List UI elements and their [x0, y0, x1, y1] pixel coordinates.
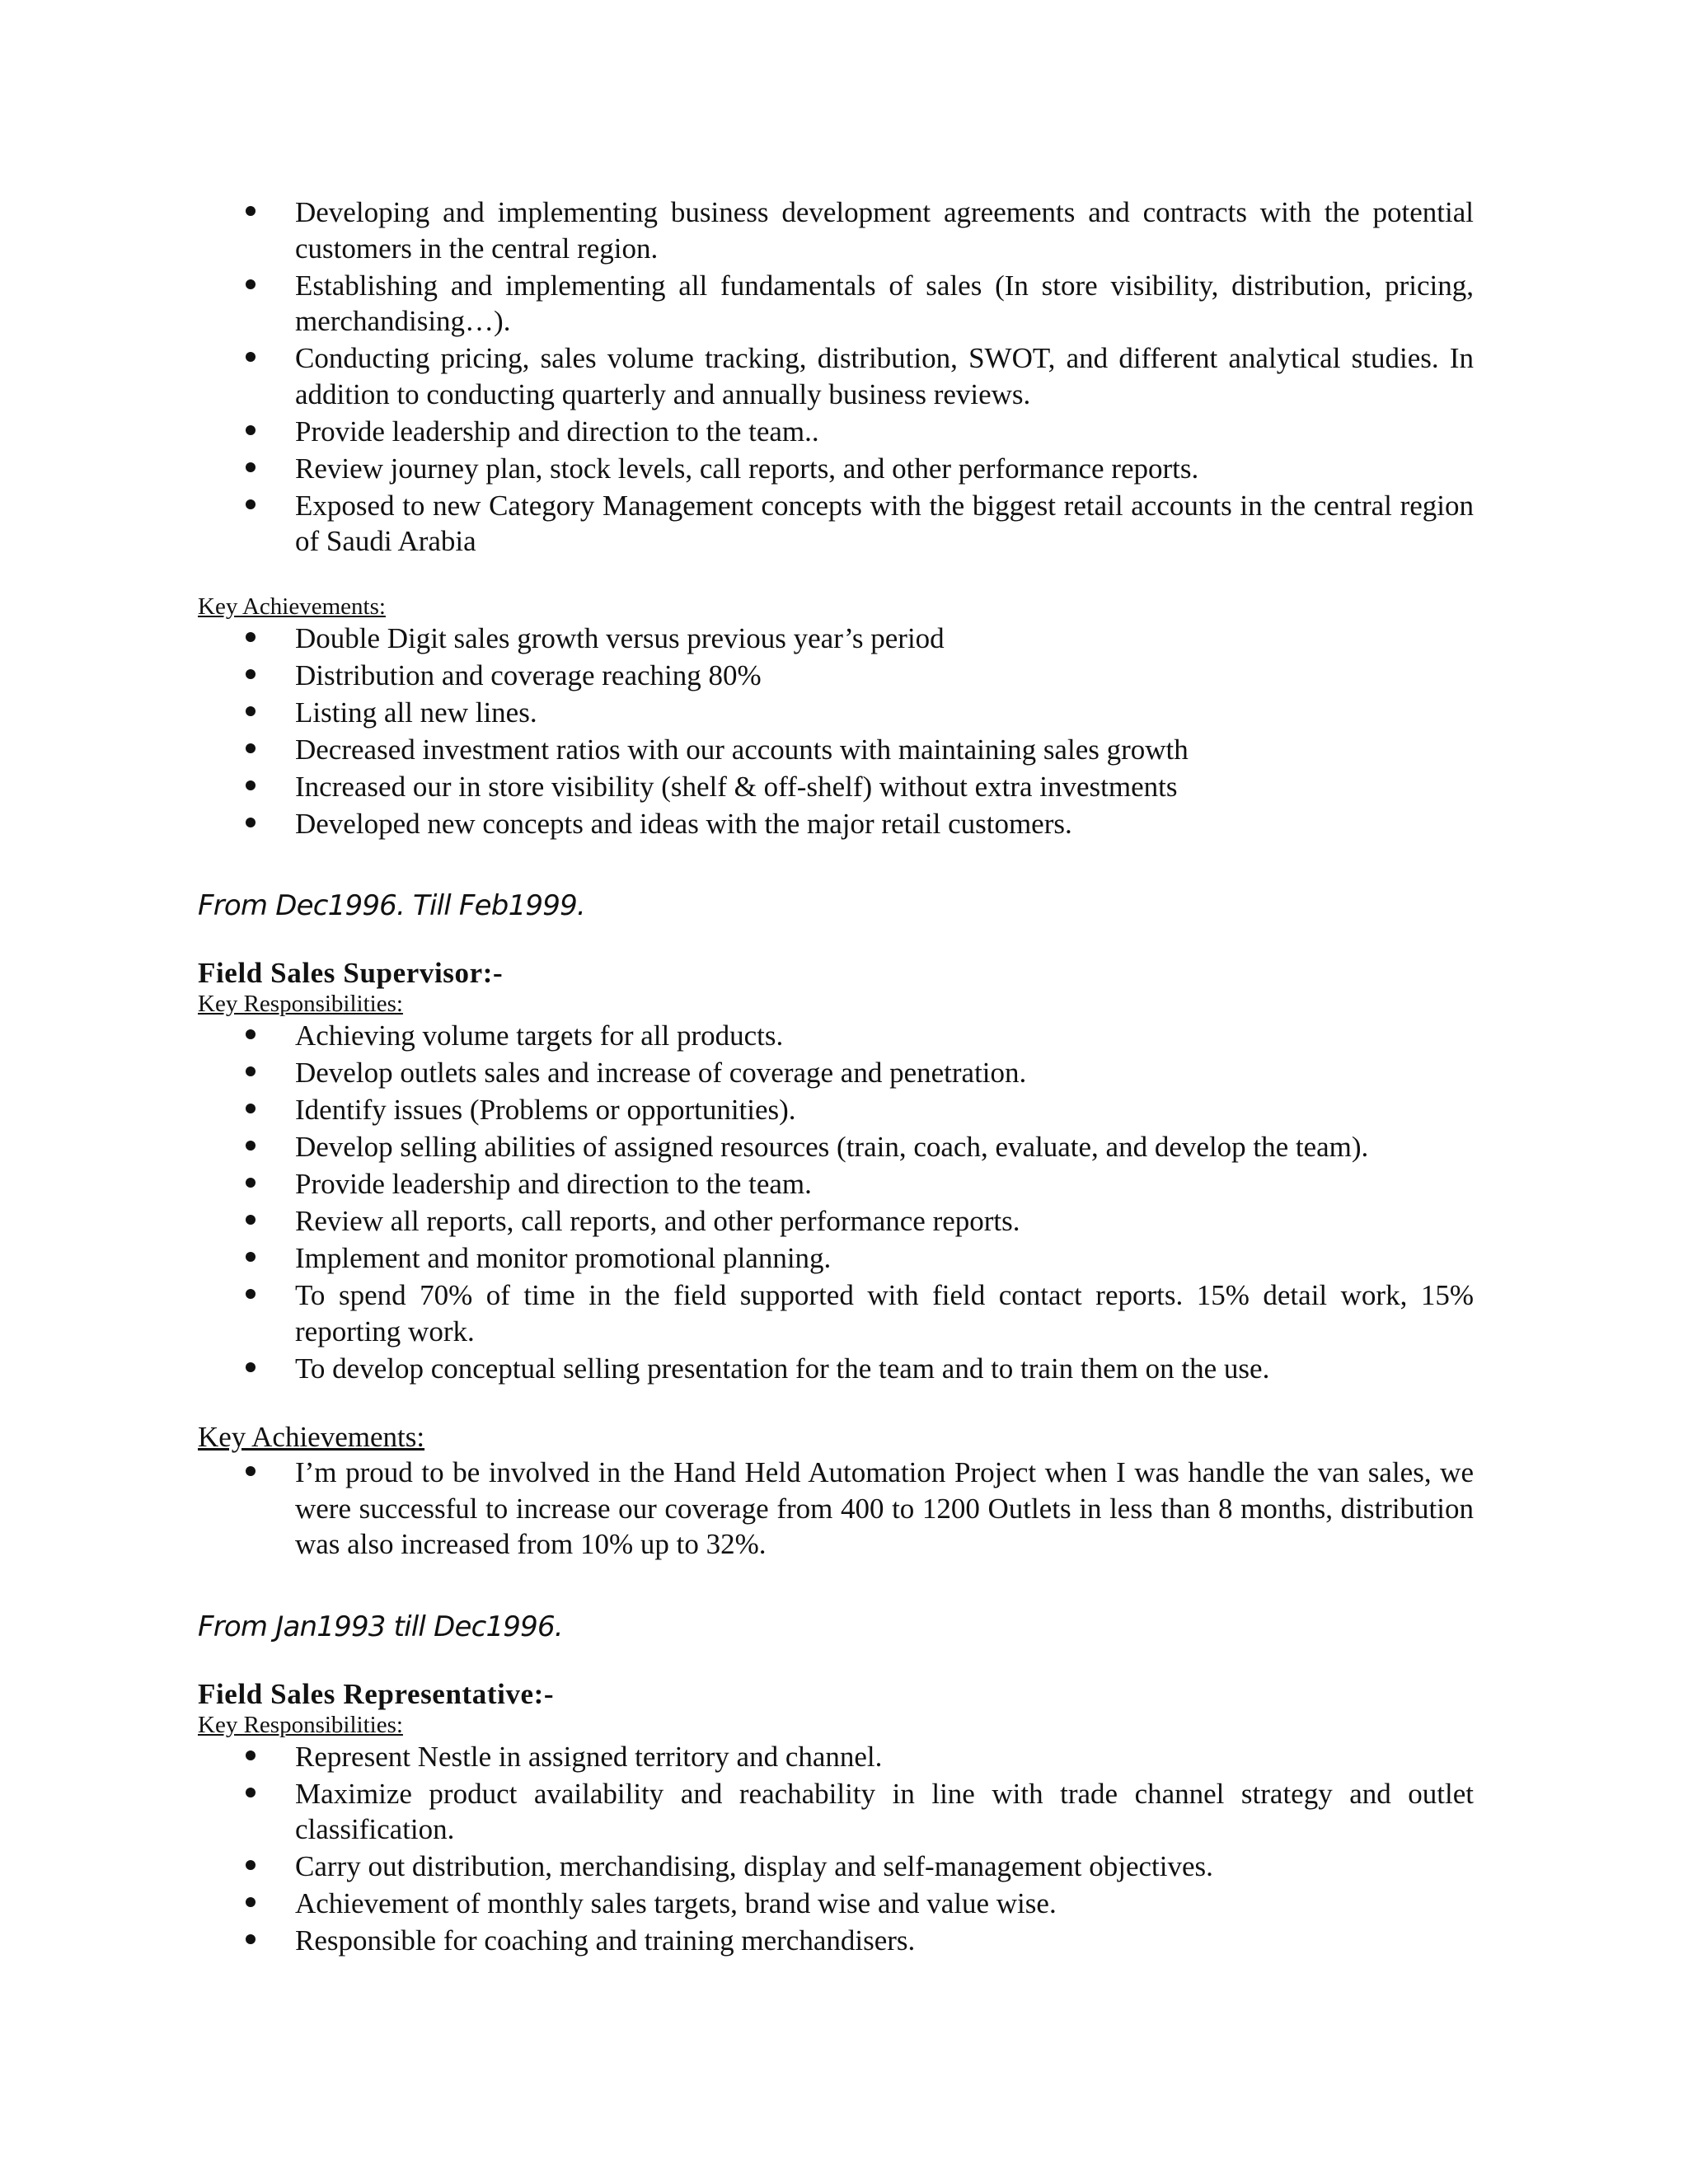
bullet-icon [246, 1141, 256, 1151]
list-item: Achievement of monthly sales targets, brand wise and value wise. [198, 1886, 1474, 1922]
bullet-icon [246, 1215, 256, 1225]
list-item: Review journey plan, stock levels, call reports, and other performance reports. [198, 451, 1474, 487]
list-item: To develop conceptual selling presentation for the team and to train them on the use. [198, 1351, 1474, 1387]
list-item: Responsible for coaching and training merchandisers. [198, 1923, 1474, 1959]
list-item: Establishing and implementing all fundamentals of sales (In store visibility, distribution, pricing, merchandising…). [198, 268, 1474, 340]
list-item: Double Digit sales growth versus previous year’s period [198, 621, 1474, 657]
list-item: Developed new concepts and ideas with the major retail customers. [198, 806, 1474, 842]
bullet-icon [246, 743, 256, 753]
list-item: Listing all new lines. [198, 695, 1474, 731]
responsibilities-list [198, 1018, 1474, 1386]
achievements-list [198, 621, 1474, 842]
list-item: Conducting pricing, sales volume tracking, distribution, SWOT, and different analytical studies. In addition to conducting quarterly and annually business reviews. [198, 340, 1474, 412]
achievements-list [198, 1455, 1474, 1563]
bullet-icon [246, 206, 256, 216]
bullet-icon [246, 279, 256, 289]
bullet-icon [246, 1466, 256, 1476]
bullet-icon [246, 706, 256, 716]
key-achievements-label: Key Achievements: [198, 593, 386, 620]
bullet-icon [246, 1897, 256, 1907]
bullet-icon [246, 1104, 256, 1113]
job-title: Field Sales Supervisor:- [198, 957, 504, 989]
bullet-icon [246, 1788, 256, 1797]
list-item: Distribution and coverage reaching 80% [198, 658, 1474, 694]
employment-period: From Dec1996. Till Feb1999. [198, 889, 585, 922]
page-content [198, 194, 1474, 1960]
bullet-icon [246, 1289, 256, 1299]
list-item: I’m proud to be involved in the Hand Held Automation Project when I was handle the van sales, we were successful to increase our coverage from 400 to 1200 Outlets in less than 8 months, distribution was also increased from 10% up to 32%. [198, 1455, 1474, 1563]
key-responsibilities-label: Key Responsibilities: [198, 991, 403, 1017]
bullet-icon [246, 462, 256, 472]
bullet-icon [246, 632, 256, 642]
list-item: Provide leadership and direction to the team. [198, 1166, 1474, 1202]
bullet-icon [246, 1934, 256, 1944]
list-item: To spend 70% of time in the field supported with field contact reports. 15% detail work, 15% reporting work. [198, 1277, 1474, 1349]
bullet-icon [246, 1362, 256, 1372]
list-item: Carry out distribution, merchandising, display and self-management objectives. [198, 1849, 1474, 1885]
list-item: Review all reports, call reports, and other performance reports. [198, 1203, 1474, 1240]
key-responsibilities-label: Key Responsibilities: [198, 1711, 403, 1738]
key-achievements-label: Key Achievements: [198, 1421, 425, 1453]
list-item: Identify issues (Problems or opportunities). [198, 1092, 1474, 1128]
list-item: Represent Nestle in assigned territory and channel. [198, 1739, 1474, 1775]
bullet-icon [246, 780, 256, 790]
list-item: Maximize product availability and reachability in line with trade channel strategy and outlet classification. [198, 1776, 1474, 1848]
list-item: Achieving volume targets for all products. [198, 1018, 1474, 1054]
employment-period: From Jan1993 till Dec1996. [198, 1610, 563, 1643]
list-item: Decreased investment ratios with our accounts with maintaining sales growth [198, 732, 1474, 768]
list-item: Provide leadership and direction to the team.. [198, 414, 1474, 450]
bullet-icon [246, 669, 256, 679]
bullet-icon [246, 1860, 256, 1870]
responsibilities-list [198, 1739, 1474, 1959]
bullet-icon [246, 425, 256, 435]
job-title: Field Sales Representative:- [198, 1677, 555, 1710]
bullet-icon [246, 1178, 256, 1188]
list-item: Exposed to new Category Management concepts with the biggest retail accounts in the central region of Saudi Arabia [198, 488, 1474, 560]
bullet-icon [246, 352, 256, 362]
bullet-icon [246, 1750, 256, 1760]
bullet-icon [246, 1252, 256, 1262]
bullet-icon [246, 1029, 256, 1039]
bullet-icon [246, 1066, 256, 1076]
responsibilities-list [198, 194, 1474, 560]
bullet-icon [246, 499, 256, 509]
list-item: Increased our in store visibility (shelf & off-shelf) without extra investments [198, 769, 1474, 805]
list-item: Implement and monitor promotional planning. [198, 1240, 1474, 1277]
bullet-icon [246, 818, 256, 827]
list-item: Develop selling abilities of assigned resources (train, coach, evaluate, and develop the team). [198, 1129, 1474, 1165]
list-item: Developing and implementing business development agreements and contracts with the potential customers in the central region. [198, 194, 1474, 266]
list-item: Develop outlets sales and increase of coverage and penetration. [198, 1055, 1474, 1091]
